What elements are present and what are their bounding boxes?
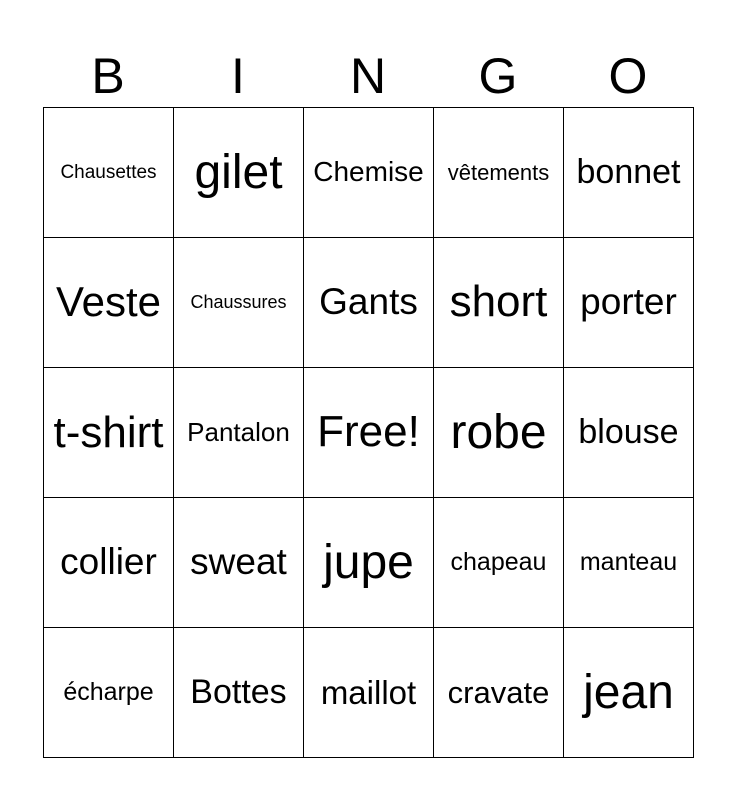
- header-letter-b: B: [91, 48, 125, 104]
- cell-label: manteau: [579, 548, 678, 577]
- bingo-cell[interactable]: [304, 498, 434, 628]
- cell-label: jean: [583, 665, 674, 719]
- cell-label: cravate: [447, 674, 550, 710]
- cell-label: bonnet: [576, 152, 681, 191]
- bingo-cell[interactable]: [174, 498, 304, 628]
- bingo-cell[interactable]: [44, 368, 174, 498]
- cell-label: porter: [580, 281, 677, 323]
- bingo-cell[interactable]: [564, 368, 694, 498]
- bingo-header: [43, 46, 693, 106]
- bingo-cell[interactable]: [174, 238, 304, 368]
- bingo-cell[interactable]: [564, 628, 694, 758]
- cell-label: blouse: [578, 412, 679, 451]
- bingo-cell[interactable]: [304, 628, 434, 758]
- bingo-cell[interactable]: [44, 108, 174, 238]
- cell-label: Chemise: [313, 156, 424, 188]
- cell-label: Bottes: [190, 672, 287, 711]
- cell-label: Free!: [317, 407, 420, 457]
- bingo-cell[interactable]: [434, 628, 564, 758]
- bingo-cell[interactable]: [434, 368, 564, 498]
- bingo-cell[interactable]: [174, 628, 304, 758]
- bingo-cell[interactable]: [564, 108, 694, 238]
- bingo-cell[interactable]: [44, 238, 174, 368]
- bingo-cell[interactable]: [434, 108, 564, 238]
- bingo-cell[interactable]: [44, 498, 174, 628]
- cell-label: maillot: [320, 673, 417, 711]
- cell-label: Veste: [55, 278, 162, 326]
- header-letter-o: O: [608, 48, 648, 104]
- header-letter-i: I: [231, 48, 245, 104]
- cell-label: jupe: [323, 535, 414, 589]
- cell-label: Gants: [319, 281, 418, 323]
- cell-label: Pantalon: [187, 416, 290, 447]
- bingo-cell[interactable]: [434, 498, 564, 628]
- cell-label: short: [449, 277, 548, 327]
- bingo-cell[interactable]: [434, 238, 564, 368]
- bingo-cell[interactable]: [304, 368, 434, 498]
- bingo-cell[interactable]: [564, 238, 694, 368]
- cell-label: Chaussures: [190, 292, 287, 313]
- bingo-cell[interactable]: [304, 238, 434, 368]
- bingo-cell[interactable]: [174, 108, 304, 238]
- cell-label: Chausettes: [60, 161, 157, 183]
- cell-label: collier: [60, 541, 157, 583]
- cell-label: chapeau: [450, 548, 547, 577]
- cell-label: sweat: [190, 541, 287, 583]
- cell-label: robe: [450, 405, 547, 459]
- cell-label: t-shirt: [53, 408, 164, 457]
- bingo-cell[interactable]: [564, 498, 694, 628]
- cell-label: écharpe: [63, 678, 154, 707]
- cell-label: gilet: [194, 145, 283, 199]
- bingo-cell[interactable]: [174, 368, 304, 498]
- bingo-cell[interactable]: [304, 108, 434, 238]
- bingo-board: [43, 107, 694, 758]
- header-letter-g: G: [478, 48, 518, 104]
- header-letter-n: N: [349, 48, 387, 104]
- cell-label: vêtements: [447, 159, 550, 185]
- bingo-cell[interactable]: [44, 628, 174, 758]
